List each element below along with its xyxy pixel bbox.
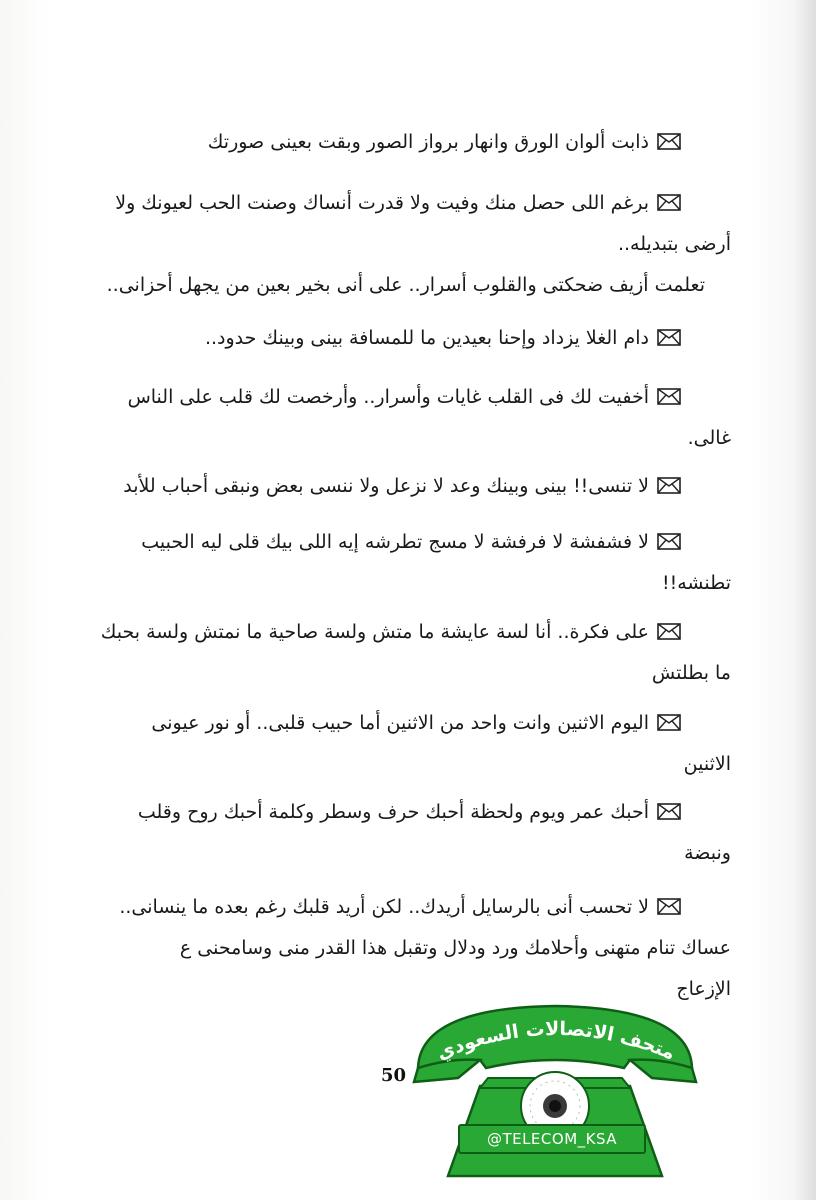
message-line: دام الغلا يزداد وإحنا بعيدين ما للمسافة بينى وبينك حدود..	[204, 327, 649, 349]
envelope-icon	[657, 898, 681, 915]
message-8	[61, 703, 731, 785]
envelope-icon	[657, 194, 681, 211]
message-line: أحبك عمر ويوم ولحظة أحبك حرف وسطر وكلمة أحبك روح وقلب	[137, 801, 649, 823]
message-line: عساك تنام متهنى وأحلامك ورد ودلال وتقبل هذا القدر منى وسامحنى ع	[179, 937, 731, 959]
message-9	[61, 792, 731, 874]
message-line: الإزعاج	[676, 978, 731, 1000]
message-line: ذابت ألوان الورق وانهار برواز الصور وبقت بعينى صورتك	[207, 131, 649, 153]
message-line: تعلمت أزيف ضحكتى والقلوب أسرار.. على أنى بخير بعين من يجهل أحزانى..	[106, 274, 705, 296]
message-6	[61, 522, 731, 604]
logo-arc-text: متحف الاتصالات السعودي	[433, 1017, 679, 1065]
message-7	[61, 612, 731, 694]
message-line: تطنشه!!	[662, 572, 731, 594]
message-4	[61, 377, 731, 459]
message-line: لا تنسى!! بينى وبينك وعد لا نزعل ولا ننسى بعض ونبقى أحباب للأبد	[123, 475, 649, 497]
message-3	[61, 318, 681, 359]
envelope-icon	[657, 803, 681, 820]
page-edge-shadow	[794, 0, 816, 1200]
message-2	[61, 183, 731, 306]
envelope-icon	[657, 329, 681, 346]
envelope-icon	[657, 388, 681, 405]
twitter-handle: @TELECOM_KSA	[458, 1124, 646, 1154]
message-line: أرضى بتبديله..	[617, 233, 731, 255]
message-1	[61, 122, 681, 163]
envelope-icon	[657, 477, 681, 494]
message-line: لا تحسب أنى بالرسايل أريدك.. لكن أريد قلبك رغم بعده ما ينسانى..	[119, 896, 649, 918]
message-line: ما بطلتش	[651, 662, 731, 684]
message-line: غالى.	[687, 427, 731, 449]
envelope-icon	[657, 533, 681, 550]
page-number: 50	[381, 1065, 407, 1086]
message-line: الاثنين	[683, 753, 731, 775]
envelope-icon	[657, 714, 681, 731]
message-line: ونبضة	[684, 842, 731, 864]
envelope-icon	[657, 133, 681, 150]
message-5	[61, 466, 681, 507]
message-line: أخفيت لك فى القلب غايات وأسرار.. وأرخصت لك قلب على الناس	[127, 386, 649, 408]
message-line: لا فشفشة لا فرفشة لا مسج تطرشه إيه اللى بيك قلى ليه الحبيب	[141, 531, 649, 553]
message-line: برغم اللى حصل منك وفيت ولا قدرت أنساك وصنت الحب لعيونك ولا	[115, 192, 649, 214]
message-line: اليوم الاثنين وانت واحد من الاثنين أما حبيب قلبى.. أو نور عيونى	[151, 712, 649, 734]
message-line: على فكرة.. أنا لسة عايشة ما متش ولسة صاحية ما نمتش ولسة بحبك	[100, 621, 649, 643]
envelope-icon	[657, 623, 681, 640]
message-10	[61, 887, 731, 1010]
